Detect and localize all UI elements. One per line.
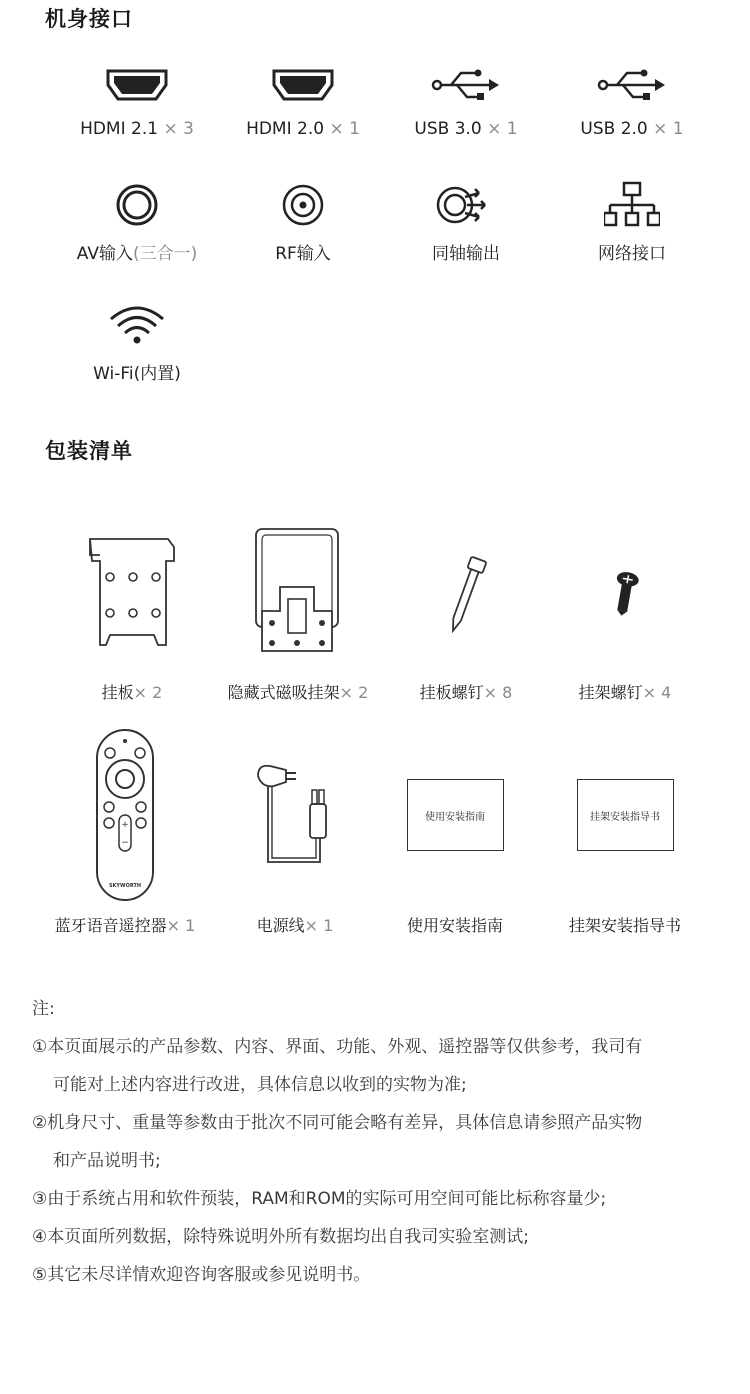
- port-qty: × 1: [329, 119, 360, 139]
- pack-qty: × 1: [304, 916, 334, 935]
- wifi-icon: [52, 295, 222, 355]
- package-section-title: 包装清单: [45, 439, 133, 463]
- pack-qty: × 1: [166, 916, 196, 935]
- note-2: ②机身尺寸、重量等参数由于批次不同可能会略有差异，具体信息请参照产品实物: [32, 1113, 643, 1133]
- usb-icon: [547, 55, 717, 115]
- pack-name: 挂板螺钉: [419, 683, 484, 702]
- port-qty: × 1: [653, 119, 684, 139]
- pack-wall-plate: [42, 510, 222, 703]
- hdmi-icon: [52, 55, 222, 115]
- port-name: AV输入: [76, 244, 133, 264]
- port-name: HDMI 2.1: [80, 119, 159, 139]
- port-coaxial: [381, 175, 551, 264]
- pack-name: 隐藏式磁吸挂架: [227, 683, 340, 702]
- note-1-cont: 可能对上述内容进行改进，具体信息以收到的实物为准;: [53, 1075, 467, 1095]
- remote-image: [35, 725, 215, 905]
- bracket-guide-cover: 挂架安装指导书: [577, 779, 674, 851]
- port-wifi: [52, 295, 222, 384]
- pack-user-guide: [365, 725, 545, 935]
- remote-brand: SKYWORTH: [108, 883, 142, 889]
- note-5: ⑤其它未尽详情欢迎咨询客服或参见说明书。: [32, 1265, 371, 1285]
- av-icon: [52, 175, 222, 235]
- port-usb-3-0: [381, 55, 551, 139]
- port-name: 同轴输出: [432, 244, 500, 264]
- svg-text:−: −: [121, 838, 129, 848]
- pack-name: 使用安装指南: [406, 916, 503, 935]
- port-name: USB 2.0: [580, 119, 648, 139]
- note-3: ③由于系统占用和软件预装，RAM和ROM的实际可用空间可能比标称容量少;: [32, 1189, 607, 1209]
- port-hdmi-2-1: [52, 55, 222, 139]
- port-name: RF输入: [275, 244, 331, 264]
- pack-qty: × 4: [642, 683, 672, 702]
- pack-name: 挂架螺钉: [578, 683, 643, 702]
- port-usb-2-0: [547, 55, 717, 139]
- pack-qty: × 2: [339, 683, 369, 702]
- user-guide-image: [365, 725, 545, 905]
- note-2-cont: 和产品说明书;: [53, 1151, 161, 1171]
- pack-remote: [35, 725, 215, 935]
- port-name: HDMI 2.0: [246, 119, 325, 139]
- pack-name: 挂板: [101, 683, 134, 702]
- notes-heading: 注:: [32, 999, 55, 1019]
- pack-bracket-screw: [535, 510, 715, 703]
- notes-section: [32, 990, 737, 1294]
- pack-name: 蓝牙语音遥控器: [54, 916, 167, 935]
- rf-icon: [218, 175, 388, 235]
- port-av: [52, 175, 222, 264]
- pack-plate-screw: [376, 510, 556, 703]
- note-4: ④本页面所列数据，除特殊说明外所有数据均出自我司实验室测试;: [32, 1227, 529, 1247]
- pack-bracket-guide: [535, 725, 715, 935]
- pack-qty: × 2: [133, 683, 163, 702]
- power-cord-image: [205, 725, 385, 905]
- note-1: ①本页面展示的产品参数、内容、界面、功能、外观、遥控器等仅供参考，我司有: [32, 1037, 643, 1057]
- bracket-screw-image: [535, 510, 715, 680]
- pack-name: 挂架安装指导书: [568, 916, 681, 935]
- port-name: Wi-Fi(内置): [93, 364, 181, 384]
- port-qty: × 1: [487, 119, 518, 139]
- plate-screw-image: [376, 510, 556, 680]
- ports-section-title: 机身接口: [45, 7, 133, 31]
- hdmi-icon: [218, 55, 388, 115]
- usb-icon: [381, 55, 551, 115]
- wall-plate-image: [42, 510, 222, 680]
- pack-name: 电源线: [256, 916, 305, 935]
- port-rf: [218, 175, 388, 264]
- pack-magnetic-bracket: [208, 510, 388, 703]
- pack-qty: × 8: [483, 683, 513, 702]
- svg-text:+: +: [121, 820, 129, 830]
- coaxial-icon: [381, 175, 551, 235]
- port-name: USB 3.0: [414, 119, 482, 139]
- magnetic-bracket-image: [208, 510, 388, 680]
- network-icon: [547, 175, 717, 235]
- port-hdmi-2-0: [218, 55, 388, 139]
- port-qty: × 3: [163, 119, 194, 139]
- pack-power-cord: [205, 725, 385, 935]
- port-network: [547, 175, 717, 264]
- user-guide-cover: 使用安装指南: [407, 779, 504, 851]
- port-name: 网络接口: [598, 244, 666, 264]
- port-qty: (三合一): [132, 244, 198, 264]
- bracket-guide-image: [535, 725, 715, 905]
